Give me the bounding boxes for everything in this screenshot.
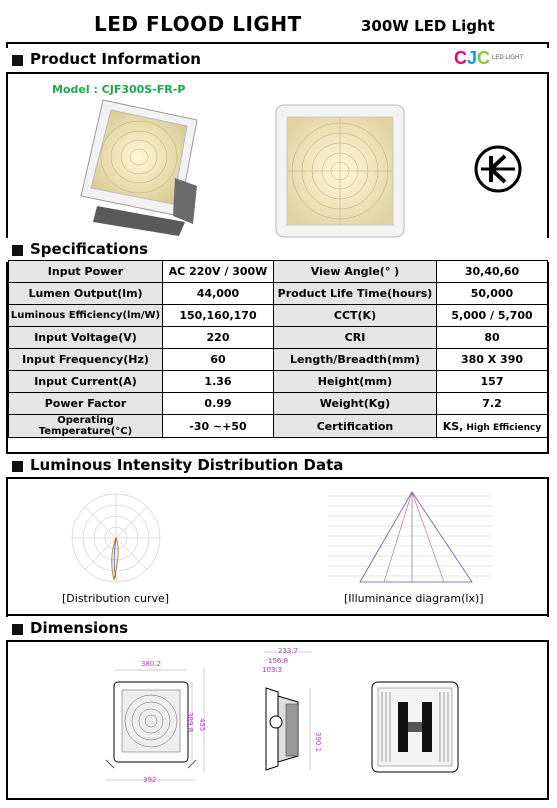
- spec-label-text: Luminous Efficiency(lm/W): [10, 310, 161, 321]
- section-luminous: [6, 454, 549, 478]
- spec-label-text: Product Life Time(hours): [277, 287, 433, 300]
- spec-value-text: AC 220V / 300W: [168, 265, 268, 278]
- spec-label: [9, 415, 163, 438]
- spec-label: [9, 349, 163, 371]
- spec-label: [9, 393, 163, 415]
- spec-value: [437, 349, 548, 371]
- spec-label: [274, 393, 437, 415]
- spec-value: [163, 415, 274, 438]
- header-bar: [6, 6, 549, 44]
- spec-label: [274, 349, 437, 371]
- spec-label-text: Weight(Kg): [319, 397, 391, 410]
- dim-front-width-top: 380.2: [141, 660, 162, 668]
- section-title: Specifications: [30, 240, 149, 258]
- spec-label: [9, 305, 163, 327]
- spec-label: [9, 261, 163, 283]
- spec-label: [274, 283, 437, 305]
- product-image-angled: [75, 98, 205, 240]
- dim-front-width-bottom: 392: [143, 776, 157, 784]
- spec-value: [163, 305, 274, 327]
- spec-value: [437, 305, 548, 327]
- spec-row: [9, 261, 548, 283]
- dim-side-height: 390.1: [314, 732, 322, 753]
- spec-label-text: CCT(K): [333, 309, 377, 322]
- specifications-table: [8, 260, 548, 438]
- spec-row: [9, 371, 548, 393]
- dim-front-height-outer: 455: [198, 718, 206, 732]
- spec-value-text: 5,000 / 5,700: [451, 309, 533, 322]
- spec-value-text: 0.99: [204, 397, 232, 410]
- page-title: LED FLOOD LIGHT: [94, 12, 302, 36]
- spec-value-text: 380 X 390: [460, 353, 524, 366]
- logo-letter: J: [467, 47, 478, 68]
- spec-label: [274, 327, 437, 349]
- section-dimensions: [6, 617, 549, 641]
- divider: [6, 640, 549, 642]
- logo-letter: C: [454, 47, 467, 68]
- spec-value: [163, 327, 274, 349]
- spec-label-text: Height(mm): [317, 375, 393, 388]
- distribution-curve-caption: [Distribution curve]: [62, 592, 170, 605]
- spec-value-text: 44,000: [196, 287, 240, 300]
- dim-side-top: 233.7: [278, 647, 299, 655]
- bullet-square-icon: [12, 245, 23, 256]
- model-number: Model : CJF300S-FR-P: [52, 83, 186, 96]
- spec-value: [163, 283, 274, 305]
- spec-value-text: KS,: [442, 419, 464, 433]
- spec-row: [9, 415, 548, 438]
- bullet-square-icon: [12, 55, 23, 66]
- spec-label-text: Power Factor: [44, 397, 127, 410]
- spec-label-text: Operating Temperature(°C): [38, 415, 133, 437]
- spec-label: [274, 415, 437, 438]
- spec-value-text: 150,160,170: [179, 309, 257, 322]
- spec-value: [163, 261, 274, 283]
- bullet-square-icon: [12, 461, 23, 472]
- spec-row: [9, 283, 548, 305]
- spec-value-text: -30 ~+50: [189, 419, 247, 433]
- spec-row: [9, 327, 548, 349]
- distribution-curve-image: [66, 492, 166, 584]
- spec-value: [437, 327, 548, 349]
- spec-value: [437, 393, 548, 415]
- spec-label: [274, 305, 437, 327]
- spec-label-text: Lumen Output(lm): [28, 287, 143, 300]
- logo-letter: C: [477, 47, 491, 68]
- spec-row: [9, 349, 548, 371]
- spec-value: [163, 349, 274, 371]
- bullet-square-icon: [12, 624, 23, 635]
- spec-value-text: 50,000: [470, 287, 514, 300]
- spec-label-text: Input Voltage(V): [34, 331, 137, 344]
- dim-side-low: 103.3: [262, 666, 283, 674]
- spec-value: [437, 261, 548, 283]
- section-title: Luminous Intensity Distribution Data: [30, 456, 344, 474]
- illuminance-diagram-image: [324, 488, 496, 586]
- spec-value-text: 1.36: [204, 375, 232, 388]
- illuminance-diagram-caption: [Illuminance diagram(lx)]: [344, 592, 484, 605]
- spec-value-text: 80: [484, 331, 500, 344]
- spec-value-text: 30,40,60: [464, 265, 520, 278]
- spec-value: [437, 371, 548, 393]
- divider: [6, 72, 549, 74]
- ks-certification-icon: [473, 144, 523, 194]
- spec-label: [9, 283, 163, 305]
- spec-label: [274, 261, 437, 283]
- spec-value-text: 220: [206, 331, 230, 344]
- section-title: Product Information: [30, 50, 201, 68]
- dimension-drawing-back: [368, 678, 464, 778]
- page-subtitle: 300W LED Light: [361, 17, 495, 35]
- spec-label-text: Input Frequency(Hz): [22, 353, 149, 366]
- spec-value: [437, 415, 548, 438]
- spec-value: [163, 371, 274, 393]
- spec-row: [9, 393, 548, 415]
- spec-label-text: CRI: [344, 331, 366, 344]
- spec-label: [274, 371, 437, 393]
- dim-front-height-inner: 389.8: [186, 712, 194, 733]
- spec-label: [9, 327, 163, 349]
- divider: [6, 614, 549, 616]
- section-title: Dimensions: [30, 619, 129, 637]
- divider: [6, 477, 549, 479]
- brand-logo: [454, 48, 523, 68]
- spec-label-text: View Angle(° ): [310, 265, 400, 278]
- section-specifications: [6, 238, 549, 262]
- spec-value-text: 157: [480, 375, 504, 388]
- spec-value-extra: High Efficiency: [466, 422, 542, 433]
- spec-label-text: Certification: [316, 419, 394, 433]
- spec-label-text: Input Current(A): [34, 375, 137, 388]
- product-image-front: [275, 104, 405, 238]
- spec-value: [163, 393, 274, 415]
- logo-tagline: LED LIGHT: [492, 55, 524, 61]
- dim-side-mid: 156.8: [268, 657, 289, 665]
- spec-label-text: Length/Breadth(mm): [290, 353, 420, 366]
- spec-value-text: 7.2: [482, 397, 502, 410]
- spec-label-text: Input Power: [47, 265, 124, 278]
- spec-value: [437, 283, 548, 305]
- spec-label: [9, 371, 163, 393]
- spec-value-text: 60: [210, 353, 226, 366]
- spec-row: [9, 305, 548, 327]
